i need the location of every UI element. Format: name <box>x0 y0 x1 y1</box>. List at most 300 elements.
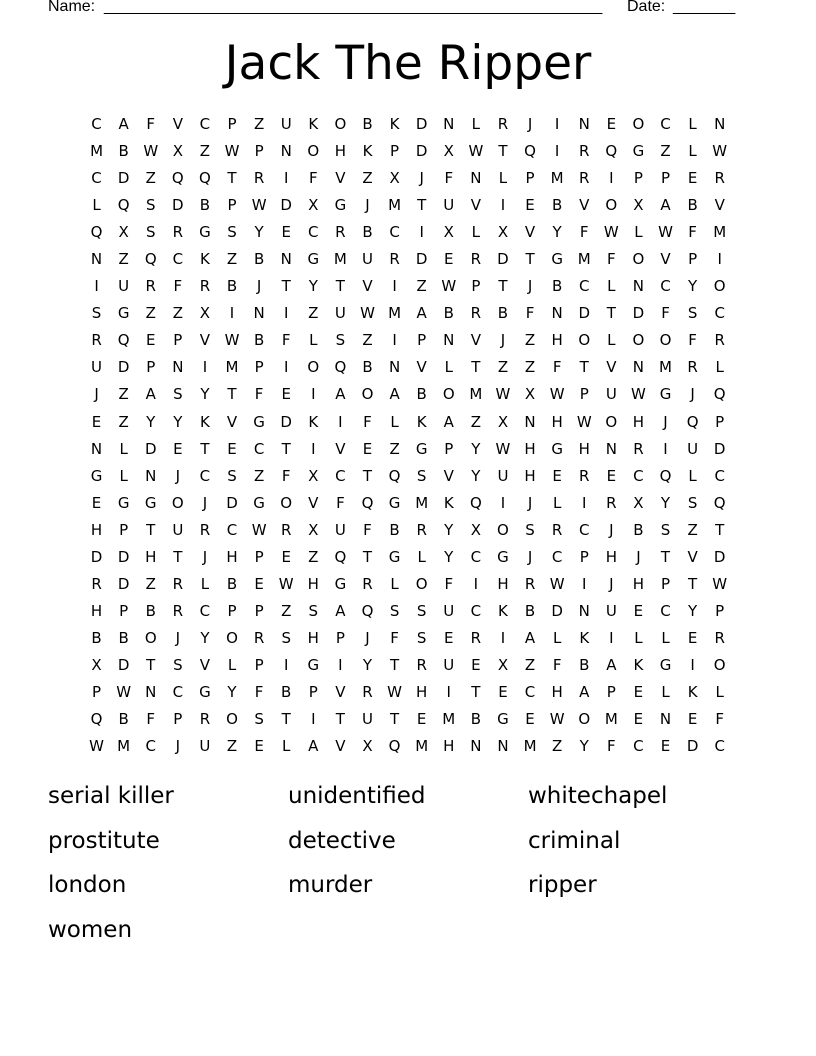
grid-letter[interactable]: H <box>497 574 509 593</box>
grid-letter[interactable]: B <box>687 196 698 215</box>
grid-letter[interactable]: M <box>659 358 672 377</box>
grid-letter[interactable]: T <box>200 439 210 458</box>
grid-letter[interactable]: L <box>227 655 237 674</box>
grid-letter[interactable]: J <box>609 574 614 593</box>
grid-letter[interactable]: T <box>606 304 616 323</box>
grid-letter[interactable]: A <box>118 115 129 133</box>
grid-letter[interactable]: N <box>145 682 157 701</box>
grid-letter[interactable]: F <box>607 250 616 269</box>
grid-letter[interactable]: R <box>687 358 698 377</box>
grid-letter[interactable]: E <box>633 682 644 701</box>
grid-letter[interactable]: W <box>631 385 646 404</box>
grid-letter[interactable]: R <box>335 223 346 242</box>
grid-letter[interactable]: B <box>633 520 644 539</box>
grid-letter[interactable]: B <box>551 196 563 215</box>
grid-letter[interactable]: B <box>416 385 427 404</box>
grid-letter[interactable]: L <box>200 574 210 593</box>
grid-letter[interactable]: Q <box>90 223 103 242</box>
grid-letter[interactable]: G <box>90 466 103 485</box>
grid-letter[interactable]: Y <box>146 412 156 431</box>
grid-letter[interactable]: T <box>362 466 373 485</box>
grid-letter[interactable]: H <box>524 466 536 485</box>
grid-letter[interactable]: D <box>90 547 103 566</box>
grid-letter[interactable]: D <box>686 737 699 756</box>
grid-letter[interactable]: X <box>633 196 644 215</box>
grid-letter[interactable]: C <box>172 250 184 269</box>
grid-letter[interactable]: H <box>443 737 455 756</box>
grid-letter[interactable]: X <box>470 520 481 539</box>
grid-letter[interactable]: T <box>146 520 156 539</box>
grid-letter[interactable]: B <box>443 304 454 323</box>
grid-letter[interactable]: B <box>389 520 400 539</box>
grid-letter[interactable]: H <box>551 682 563 701</box>
grid-letter[interactable]: V <box>470 196 481 215</box>
grid-letter[interactable]: G <box>415 439 428 458</box>
grid-letter[interactable]: Z <box>524 655 536 674</box>
grid-letter[interactable]: C <box>470 601 482 620</box>
grid-letter[interactable]: P <box>390 142 400 161</box>
grid-letter[interactable]: H <box>605 547 617 566</box>
grid-letter[interactable]: P <box>444 439 454 458</box>
grid-letter[interactable]: T <box>389 710 400 729</box>
grid-letter[interactable]: I <box>202 358 208 377</box>
grid-letter[interactable]: R <box>172 223 184 242</box>
grid-letter[interactable]: T <box>525 250 535 269</box>
grid-letter[interactable]: N <box>470 169 482 188</box>
grid-letter[interactable]: J <box>202 547 208 566</box>
grid-letter[interactable]: M <box>713 223 727 242</box>
grid-letter[interactable]: T <box>335 277 345 296</box>
grid-letter[interactable]: L <box>688 466 697 485</box>
grid-letter[interactable]: N <box>90 439 103 458</box>
grid-letter[interactable]: F <box>552 655 562 674</box>
grid-letter[interactable]: I <box>690 655 695 674</box>
grid-letter[interactable]: N <box>172 358 184 377</box>
grid-letter[interactable]: I <box>311 710 316 729</box>
grid-letter[interactable]: O <box>144 628 157 647</box>
grid-letter[interactable]: F <box>444 574 454 593</box>
grid-letter[interactable]: U <box>280 115 292 133</box>
grid-letter[interactable]: C <box>91 115 102 133</box>
grid-letter[interactable]: W <box>360 304 375 323</box>
grid-letter[interactable]: E <box>362 439 373 458</box>
grid-letter[interactable]: Y <box>444 547 454 566</box>
grid-letter[interactable]: B <box>253 250 265 269</box>
grid-letter[interactable]: F <box>146 710 156 729</box>
grid-letter[interactable]: O <box>226 628 238 647</box>
grid-letter[interactable]: D <box>713 439 726 458</box>
grid-letter[interactable]: G <box>199 682 211 701</box>
grid-letter[interactable]: S <box>416 628 427 647</box>
grid-letter[interactable]: Y <box>471 466 481 485</box>
grid-letter[interactable]: C <box>226 520 238 539</box>
grid-letter[interactable]: Z <box>552 737 563 756</box>
grid-letter[interactable]: Z <box>145 304 156 323</box>
grid-letter[interactable]: J <box>500 331 506 350</box>
grid-letter[interactable]: W <box>468 142 484 161</box>
grid-letter[interactable]: F <box>390 628 399 647</box>
grid-letter[interactable]: P <box>227 196 237 215</box>
grid-letter[interactable]: C <box>660 115 671 133</box>
grid-letter[interactable]: Q <box>713 493 726 512</box>
grid-letter[interactable]: F <box>363 520 372 539</box>
grid-letter[interactable]: X <box>172 142 183 161</box>
grid-letter[interactable]: S <box>227 223 237 242</box>
grid-letter[interactable]: S <box>335 331 346 350</box>
grid-letter[interactable]: N <box>253 304 265 323</box>
grid-letter[interactable]: I <box>554 115 560 133</box>
grid-letter[interactable]: A <box>524 628 536 647</box>
grid-letter[interactable]: T <box>227 169 237 188</box>
grid-letter[interactable]: X <box>362 737 373 756</box>
grid-letter[interactable]: P <box>119 520 129 539</box>
grid-letter[interactable]: U <box>334 520 346 539</box>
grid-letter[interactable]: S <box>281 628 291 647</box>
grid-letter[interactable]: A <box>145 385 156 404</box>
grid-letter[interactable]: A <box>335 385 346 404</box>
grid-letter[interactable]: J <box>94 385 99 404</box>
grid-letter[interactable]: T <box>173 547 183 566</box>
grid-letter[interactable]: M <box>469 385 483 404</box>
grid-letter[interactable]: J <box>175 628 181 647</box>
grid-letter[interactable]: U <box>605 385 617 404</box>
grid-letter[interactable]: W <box>549 385 565 404</box>
grid-letter[interactable]: H <box>307 574 319 593</box>
grid-letter[interactable]: Y <box>579 737 589 756</box>
grid-letter[interactable]: X <box>199 304 211 323</box>
grid-letter[interactable]: G <box>144 493 157 512</box>
grid-letter[interactable]: P <box>660 574 671 593</box>
grid-letter[interactable]: P <box>660 169 671 188</box>
grid-letter[interactable]: T <box>281 710 291 729</box>
grid-letter[interactable]: S <box>173 655 183 674</box>
grid-letter[interactable]: S <box>389 601 400 620</box>
grid-letter[interactable]: J <box>527 547 533 566</box>
grid-letter[interactable]: N <box>90 250 103 269</box>
grid-letter[interactable]: E <box>227 439 237 458</box>
grid-letter[interactable]: J <box>365 628 370 647</box>
grid-letter[interactable]: W <box>278 574 294 593</box>
grid-letter[interactable]: G <box>253 493 265 512</box>
grid-letter[interactable]: O <box>605 412 618 431</box>
grid-letter[interactable]: N <box>578 115 590 133</box>
grid-letter[interactable]: J <box>365 196 370 215</box>
grid-letter[interactable]: R <box>606 493 617 512</box>
grid-letter[interactable]: E <box>91 412 102 431</box>
grid-letter[interactable]: X <box>308 520 319 539</box>
grid-letter[interactable]: H <box>90 601 103 620</box>
grid-letter[interactable]: D <box>551 601 563 620</box>
grid-letter[interactable]: Z <box>524 358 536 377</box>
grid-letter[interactable]: I <box>392 331 397 350</box>
grid-letter[interactable]: O <box>713 277 726 296</box>
grid-letter[interactable]: C <box>660 277 671 296</box>
grid-letter[interactable]: C <box>714 737 725 756</box>
grid-letter[interactable]: I <box>582 574 587 593</box>
grid-letter[interactable]: P <box>254 601 264 620</box>
grid-letter[interactable]: P <box>579 385 589 404</box>
grid-letter[interactable]: Z <box>308 304 319 323</box>
grid-letter[interactable]: Z <box>253 466 265 485</box>
grid-letter[interactable]: E <box>606 466 617 485</box>
grid-letter[interactable]: Q <box>90 710 103 729</box>
grid-letter[interactable]: J <box>636 547 641 566</box>
grid-letter[interactable]: C <box>308 223 319 242</box>
grid-letter[interactable]: N <box>578 601 590 620</box>
grid-letter[interactable]: R <box>416 655 427 674</box>
grid-letter[interactable]: N <box>443 115 455 133</box>
grid-letter[interactable]: S <box>308 601 319 620</box>
grid-letter[interactable]: R <box>714 331 725 350</box>
grid-letter[interactable]: W <box>576 412 592 431</box>
grid-letter[interactable]: X <box>443 142 454 161</box>
grid-letter[interactable]: X <box>389 169 400 188</box>
grid-letter[interactable]: W <box>89 737 104 756</box>
grid-letter[interactable]: P <box>606 682 616 701</box>
grid-letter[interactable]: D <box>117 547 130 566</box>
grid-letter[interactable]: R <box>145 277 156 296</box>
grid-letter[interactable]: E <box>254 574 264 593</box>
grid-letter[interactable]: E <box>254 737 264 756</box>
grid-letter[interactable]: F <box>254 385 264 404</box>
grid-letter[interactable]: O <box>361 385 374 404</box>
grid-letter[interactable]: X <box>118 223 129 242</box>
grid-letter[interactable]: D <box>713 547 726 566</box>
grid-letter[interactable]: V <box>226 412 238 431</box>
grid-letter[interactable]: R <box>714 628 725 647</box>
grid-letter[interactable]: L <box>634 223 643 242</box>
grid-letter[interactable]: C <box>714 304 725 323</box>
grid-letter[interactable]: H <box>90 520 103 539</box>
grid-letter[interactable]: I <box>283 655 289 674</box>
grid-letter[interactable]: P <box>119 601 129 620</box>
grid-letter[interactable]: G <box>632 142 645 161</box>
grid-letter[interactable]: Q <box>469 493 482 512</box>
grid-letter[interactable]: U <box>118 277 130 296</box>
grid-letter[interactable]: D <box>117 358 130 377</box>
grid-letter[interactable]: K <box>443 493 454 512</box>
grid-letter[interactable]: M <box>225 358 239 377</box>
grid-letter[interactable]: U <box>361 250 373 269</box>
grid-letter[interactable]: S <box>416 601 427 620</box>
grid-letter[interactable]: X <box>497 412 509 431</box>
grid-letter[interactable]: F <box>254 682 264 701</box>
grid-letter[interactable]: C <box>91 169 102 188</box>
grid-letter[interactable]: R <box>470 628 482 647</box>
grid-letter[interactable]: S <box>91 304 102 323</box>
grid-letter[interactable]: E <box>633 601 644 620</box>
grid-letter[interactable]: K <box>389 115 400 133</box>
grid-letter[interactable]: L <box>471 223 481 242</box>
grid-letter[interactable]: D <box>144 439 157 458</box>
grid-letter[interactable]: G <box>199 223 211 242</box>
grid-letter[interactable]: L <box>119 466 128 485</box>
grid-letter[interactable]: Q <box>605 142 618 161</box>
grid-letter[interactable]: W <box>495 385 511 404</box>
grid-letter[interactable]: Q <box>713 385 726 404</box>
grid-letter[interactable]: B <box>470 710 481 729</box>
grid-letter[interactable]: E <box>444 250 454 269</box>
grid-letter[interactable]: F <box>146 115 156 133</box>
grid-letter[interactable]: S <box>416 466 427 485</box>
grid-letter[interactable]: I <box>582 493 587 512</box>
grid-letter[interactable]: V <box>579 196 590 215</box>
grid-letter[interactable]: E <box>281 547 291 566</box>
grid-letter[interactable]: M <box>604 710 618 729</box>
grid-letter[interactable]: Z <box>281 601 292 620</box>
grid-letter[interactable]: T <box>715 520 725 539</box>
grid-letter[interactable]: Q <box>361 601 374 620</box>
grid-letter[interactable]: O <box>632 331 645 350</box>
grid-letter[interactable]: I <box>419 223 424 242</box>
grid-letter[interactable]: P <box>254 142 264 161</box>
grid-letter[interactable]: L <box>661 682 670 701</box>
grid-letter[interactable]: M <box>388 304 402 323</box>
grid-letter[interactable]: L <box>444 358 453 377</box>
grid-letter[interactable]: C <box>335 466 346 485</box>
grid-letter[interactable]: X <box>91 655 102 674</box>
grid-letter[interactable]: N <box>632 277 645 296</box>
grid-letter[interactable]: L <box>688 115 697 133</box>
grid-letter[interactable]: R <box>362 574 373 593</box>
grid-letter[interactable]: F <box>688 331 697 350</box>
grid-letter[interactable]: H <box>226 547 238 566</box>
grid-letter[interactable]: B <box>362 223 373 242</box>
grid-letter[interactable]: T <box>146 655 156 674</box>
grid-letter[interactable]: Q <box>659 466 672 485</box>
grid-letter[interactable]: M <box>577 250 591 269</box>
grid-letter[interactable]: F <box>444 169 454 188</box>
grid-letter[interactable]: L <box>282 737 291 756</box>
grid-letter[interactable]: N <box>659 710 672 729</box>
grid-letter[interactable]: B <box>579 655 590 674</box>
grid-letter[interactable]: D <box>415 115 428 133</box>
grid-letter[interactable]: L <box>552 628 562 647</box>
grid-letter[interactable]: I <box>338 655 343 674</box>
grid-letter[interactable]: C <box>714 466 725 485</box>
grid-letter[interactable]: E <box>498 682 508 701</box>
grid-letter[interactable]: M <box>550 169 564 188</box>
grid-letter[interactable]: Y <box>471 439 481 458</box>
grid-letter[interactable]: G <box>253 412 265 431</box>
grid-letter[interactable]: G <box>334 574 347 593</box>
grid-letter[interactable]: I <box>717 250 722 269</box>
grid-letter[interactable]: J <box>527 115 533 133</box>
grid-letter[interactable]: Q <box>171 169 184 188</box>
grid-letter[interactable]: R <box>172 574 184 593</box>
grid-letter[interactable]: V <box>660 250 671 269</box>
grid-letter[interactable]: F <box>715 710 725 729</box>
grid-letter[interactable]: V <box>362 277 373 296</box>
grid-letter[interactable]: V <box>470 331 481 350</box>
grid-letter[interactable]: L <box>417 547 426 566</box>
grid-letter[interactable]: P <box>173 331 183 350</box>
grid-letter[interactable]: G <box>307 250 320 269</box>
grid-letter[interactable]: G <box>117 493 130 512</box>
grid-letter[interactable]: S <box>660 520 671 539</box>
grid-letter[interactable]: T <box>579 358 589 377</box>
grid-letter[interactable]: G <box>659 655 672 674</box>
grid-letter[interactable]: F <box>579 223 589 242</box>
grid-letter[interactable]: O <box>497 520 509 539</box>
grid-letter[interactable]: O <box>280 493 293 512</box>
grid-letter[interactable]: U <box>91 358 103 377</box>
grid-letter[interactable]: Q <box>117 196 130 215</box>
grid-letter[interactable]: G <box>388 547 401 566</box>
grid-letter[interactable]: O <box>659 331 672 350</box>
grid-letter[interactable]: C <box>389 223 400 242</box>
grid-letter[interactable]: R <box>91 574 102 593</box>
grid-letter[interactable]: I <box>500 628 506 647</box>
grid-letter[interactable]: I <box>94 277 99 296</box>
grid-letter[interactable]: P <box>715 601 725 620</box>
grid-letter[interactable]: P <box>92 682 102 701</box>
grid-letter[interactable]: W <box>549 574 565 593</box>
grid-letter[interactable]: P <box>173 710 183 729</box>
grid-letter[interactable]: S <box>687 493 698 512</box>
grid-letter[interactable]: R <box>470 304 482 323</box>
grid-letter[interactable]: V <box>335 682 346 701</box>
grid-letter[interactable]: O <box>442 385 455 404</box>
grid-letter[interactable]: E <box>606 115 617 133</box>
grid-letter[interactable]: T <box>498 142 508 161</box>
grid-letter[interactable]: F <box>525 304 535 323</box>
grid-letter[interactable]: N <box>280 250 292 269</box>
grid-letter[interactable]: J <box>690 385 695 404</box>
grid-letter[interactable]: Y <box>254 223 264 242</box>
grid-letter[interactable]: C <box>660 601 671 620</box>
grid-letter[interactable]: Q <box>144 250 157 269</box>
grid-letter[interactable]: Z <box>118 385 129 404</box>
grid-letter[interactable]: Q <box>388 737 401 756</box>
grid-letter[interactable]: C <box>578 520 590 539</box>
grid-letter[interactable]: W <box>251 520 267 539</box>
grid-letter[interactable]: Z <box>470 412 481 431</box>
grid-letter[interactable]: L <box>607 331 616 350</box>
grid-letter[interactable]: K <box>579 628 590 647</box>
grid-letter[interactable]: C <box>145 737 156 756</box>
grid-letter[interactable]: W <box>712 574 728 593</box>
grid-letter[interactable]: H <box>334 142 347 161</box>
grid-letter[interactable]: D <box>172 196 184 215</box>
grid-letter[interactable]: Z <box>524 331 536 350</box>
grid-letter[interactable]: F <box>173 277 183 296</box>
grid-letter[interactable]: J <box>663 412 668 431</box>
grid-letter[interactable]: C <box>253 439 265 458</box>
grid-letter[interactable]: W <box>658 223 673 242</box>
grid-letter[interactable]: C <box>199 115 211 133</box>
grid-letter[interactable]: R <box>389 250 400 269</box>
grid-letter[interactable]: G <box>497 710 509 729</box>
grid-letter[interactable]: Q <box>686 412 699 431</box>
grid-letter[interactable]: K <box>200 412 210 431</box>
grid-letter[interactable]: R <box>497 115 509 133</box>
grid-letter[interactable]: A <box>660 196 671 215</box>
grid-letter[interactable]: X <box>308 196 319 215</box>
grid-letter[interactable]: X <box>497 223 509 242</box>
grid-letter[interactable]: V <box>524 223 536 242</box>
grid-letter[interactable]: W <box>387 682 402 701</box>
grid-letter[interactable]: I <box>609 169 614 188</box>
grid-letter[interactable]: Z <box>660 142 671 161</box>
grid-letter[interactable]: U <box>443 655 455 674</box>
grid-letter[interactable]: R <box>91 331 102 350</box>
grid-letter[interactable]: I <box>229 304 235 323</box>
grid-letter[interactable]: W <box>712 142 728 161</box>
grid-letter[interactable]: W <box>116 682 132 701</box>
grid-letter[interactable]: U <box>172 520 184 539</box>
grid-letter[interactable]: T <box>471 682 481 701</box>
